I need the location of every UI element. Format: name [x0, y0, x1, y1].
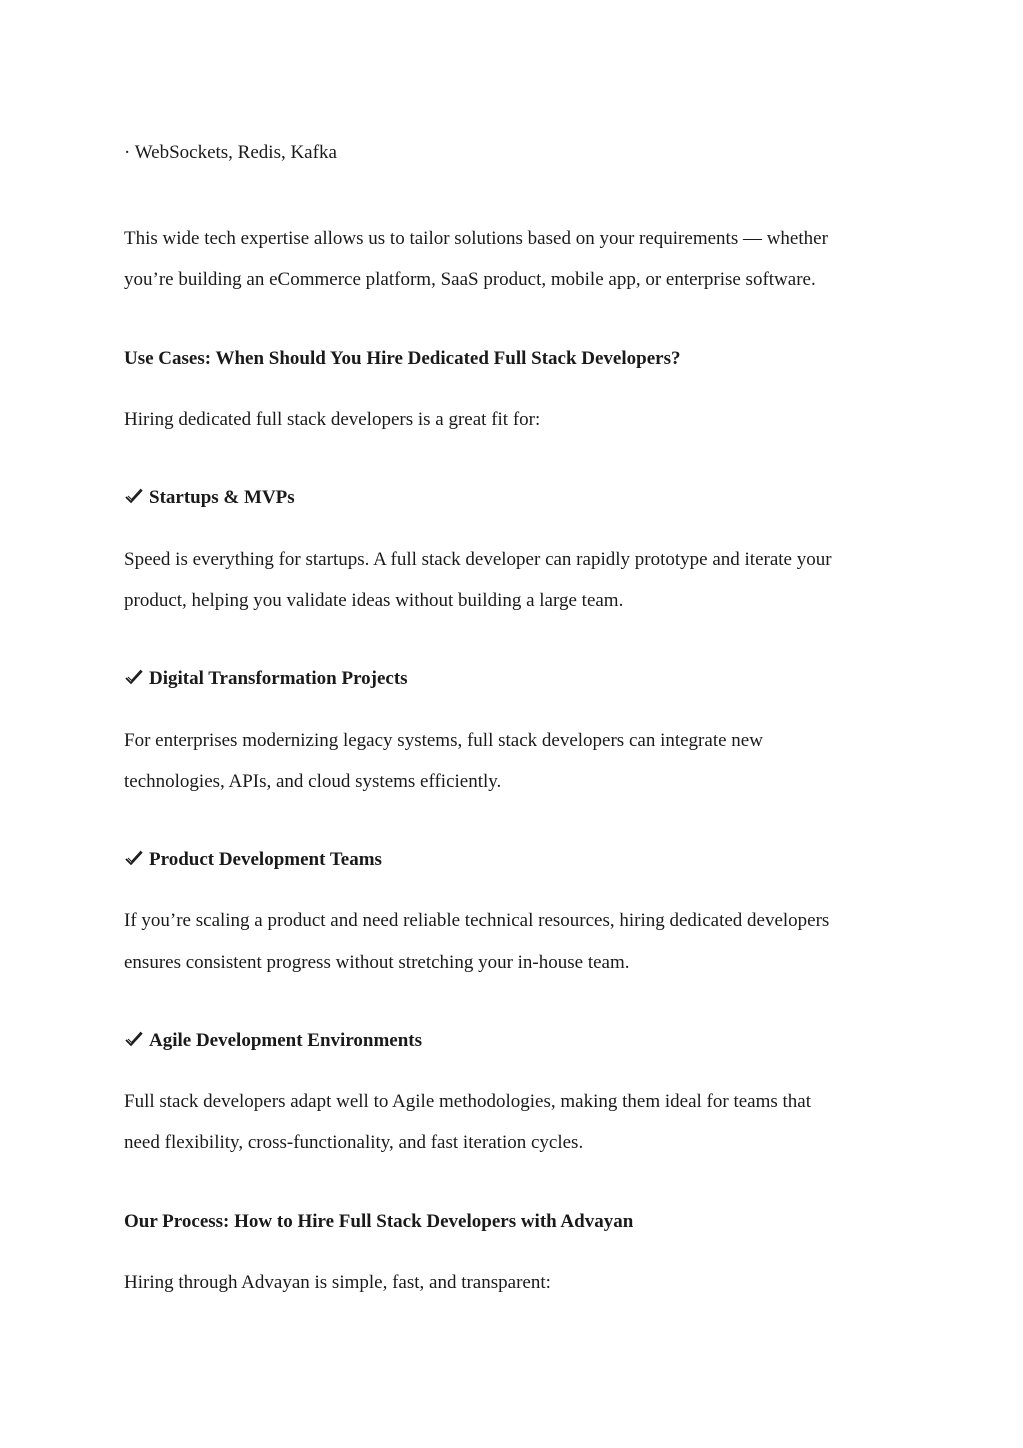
check-mark-icon — [124, 667, 144, 687]
use-case-desc-line-1: For enterprises modernizing legacy systems, full stack developers can integrate new — [124, 730, 763, 751]
use-case-title-text: Digital Transformation Projects — [149, 668, 408, 689]
tech-bullet: · WebSockets, Redis, Kafka — [124, 142, 337, 163]
intro-line-1: This wide tech expertise allows us to tailor solutions based on your requirements — whether — [124, 228, 828, 249]
use-case-title-text: Startups & MVPs — [149, 487, 295, 508]
use-case-title — [124, 486, 295, 510]
use-case-title — [124, 848, 382, 872]
process-lead: Hiring through Advayan is simple, fast, and transparent: — [124, 1272, 551, 1293]
use-case-desc-line-1: If you’re scaling a product and need reliable technical resources, hiring dedicated developers — [124, 910, 830, 931]
use-case-desc-line-1: Speed is everything for startups. A full stack developer can rapidly prototype and iterate your — [124, 549, 832, 570]
use-case-desc-line-2: need flexibility, cross-functionality, and fast iteration cycles. — [124, 1132, 584, 1153]
use-case-desc-line-2: product, helping you validate ideas without building a large team. — [124, 590, 624, 611]
process-heading: Our Process: How to Hire Full Stack Developers with Advayan — [124, 1211, 634, 1232]
check-mark-icon — [124, 1029, 144, 1049]
use-case-title — [124, 667, 408, 691]
use-case-title-text: Agile Development Environments — [149, 1030, 423, 1051]
use-cases-lead: Hiring dedicated full stack developers is a great fit for: — [124, 409, 541, 430]
check-mark-icon — [124, 486, 144, 506]
use-cases-heading: Use Cases: When Should You Hire Dedicated Full Stack Developers? — [124, 348, 681, 369]
use-case-title-text: Product Development Teams — [149, 849, 382, 870]
use-case-desc-line-2: ensures consistent progress without stretching your in-house team. — [124, 952, 630, 973]
check-mark-icon — [124, 848, 144, 868]
use-case-desc-line-2: technologies, APIs, and cloud systems efficiently. — [124, 771, 502, 792]
intro-line-2: you’re building an eCommerce platform, SaaS product, mobile app, or enterprise software. — [124, 269, 816, 290]
use-case-desc-line-1: Full stack developers adapt well to Agile methodologies, making them ideal for teams that — [124, 1091, 812, 1112]
use-case-title — [124, 1029, 422, 1053]
